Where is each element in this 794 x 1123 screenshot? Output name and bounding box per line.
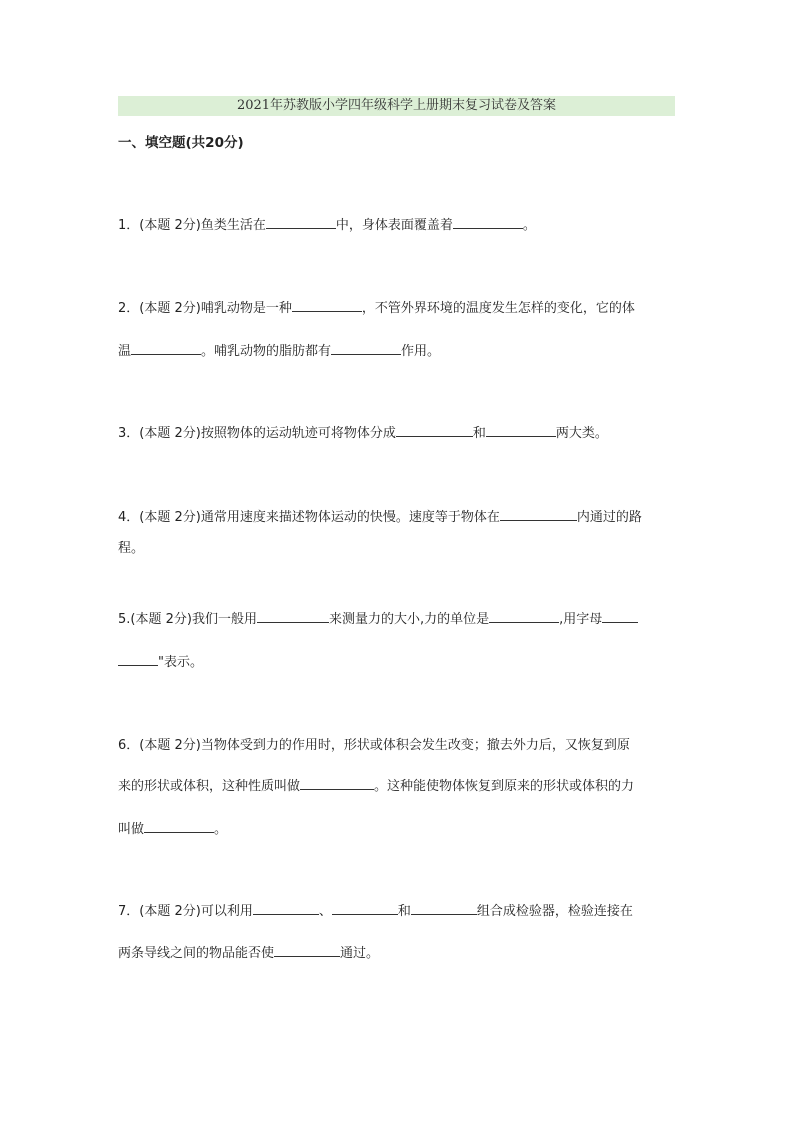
question-text: 6．(本题 2分)当物体受到力的作用时，形状或体积会发生改变；撤去外力后，又恢复到原 (118, 738, 630, 753)
question-7-line-2 (118, 942, 379, 961)
question-3 (118, 422, 608, 441)
answer-blank[interactable] (292, 299, 362, 312)
question-text: 4．(本题 2分)通常用速度来描述物体运动的快慢。速度等于物体在 (118, 510, 500, 525)
question-1 (118, 214, 536, 233)
answer-blank[interactable] (602, 610, 638, 623)
question-text: 两大类。 (555, 426, 608, 441)
question-text: 温 (118, 344, 132, 359)
question-6-line-3 (118, 818, 227, 837)
question-6 (118, 734, 630, 753)
question-text: 作用。 (401, 344, 441, 359)
answer-blank[interactable] (332, 902, 398, 915)
question-text: "表示。 (158, 655, 203, 670)
question-2-line-2 (118, 340, 440, 359)
answer-blank[interactable] (411, 902, 477, 915)
page-title: 2021年苏教版小学四年级科学上册期末复习试卷及答案 (118, 96, 675, 116)
question-text: ，不管外界环境的温度发生怎样的变化，它的体 (361, 301, 635, 316)
question-text: 、 (318, 904, 332, 919)
question-text: 3．(本题 2分)按照物体的运动轨迹可将物体分成 (118, 426, 396, 441)
answer-blank[interactable] (300, 777, 374, 790)
question-text: 和 (397, 904, 411, 919)
question-text: 2．(本题 2分)哺乳动物是一种 (118, 301, 292, 316)
question-text: 叫做 (118, 822, 145, 837)
question-text: 两条导线之间的物品能否使 (118, 946, 275, 961)
question-text: 。哺乳动物的脂肪都有 (201, 344, 332, 359)
answer-blank[interactable] (331, 342, 401, 355)
question-7 (118, 900, 633, 919)
question-text: 来测量力的大小,力的单位是 (328, 612, 490, 627)
question-text: 程。 (118, 541, 145, 556)
question-text: ,用字母 (559, 612, 603, 627)
question-text: 。 (522, 218, 536, 233)
question-4 (118, 506, 642, 525)
answer-blank[interactable] (500, 508, 577, 521)
answer-blank[interactable] (396, 424, 473, 437)
question-text: 组合成检验器，检验连接在 (476, 904, 633, 919)
answer-blank[interactable] (453, 216, 523, 229)
question-text: 来的形状或体积，这种性质叫做 (118, 779, 301, 794)
question-text: 1．(本题 2分)鱼类生活在 (118, 218, 266, 233)
answer-blank[interactable] (118, 653, 158, 666)
answer-blank[interactable] (257, 610, 329, 623)
question-5-line-2 (118, 651, 203, 670)
question-text: 。这种能使物体恢复到原来的形状或体积的力 (374, 779, 635, 794)
answer-blank[interactable] (131, 342, 201, 355)
question-text: 和 (472, 426, 486, 441)
answer-blank[interactable] (486, 424, 556, 437)
question-6-line-2 (118, 775, 634, 794)
question-text: 通过。 (340, 946, 380, 961)
question-4-line-2 (118, 537, 144, 556)
question-5 (118, 608, 638, 627)
question-2 (118, 297, 635, 316)
question-text: 中，身体表面覆盖着 (335, 218, 453, 233)
question-text: 。 (214, 822, 228, 837)
question-text: 内通过的路 (576, 510, 642, 525)
section-heading: 一、填空题(共20分) (118, 135, 244, 151)
answer-blank[interactable] (253, 902, 319, 915)
question-text: 5.(本题 2分)我们一般用 (118, 612, 257, 627)
answer-blank[interactable] (274, 944, 340, 957)
answer-blank[interactable] (266, 216, 336, 229)
answer-blank[interactable] (144, 820, 214, 833)
answer-blank[interactable] (489, 610, 559, 623)
question-text: 7．(本题 2分)可以利用 (118, 904, 253, 919)
